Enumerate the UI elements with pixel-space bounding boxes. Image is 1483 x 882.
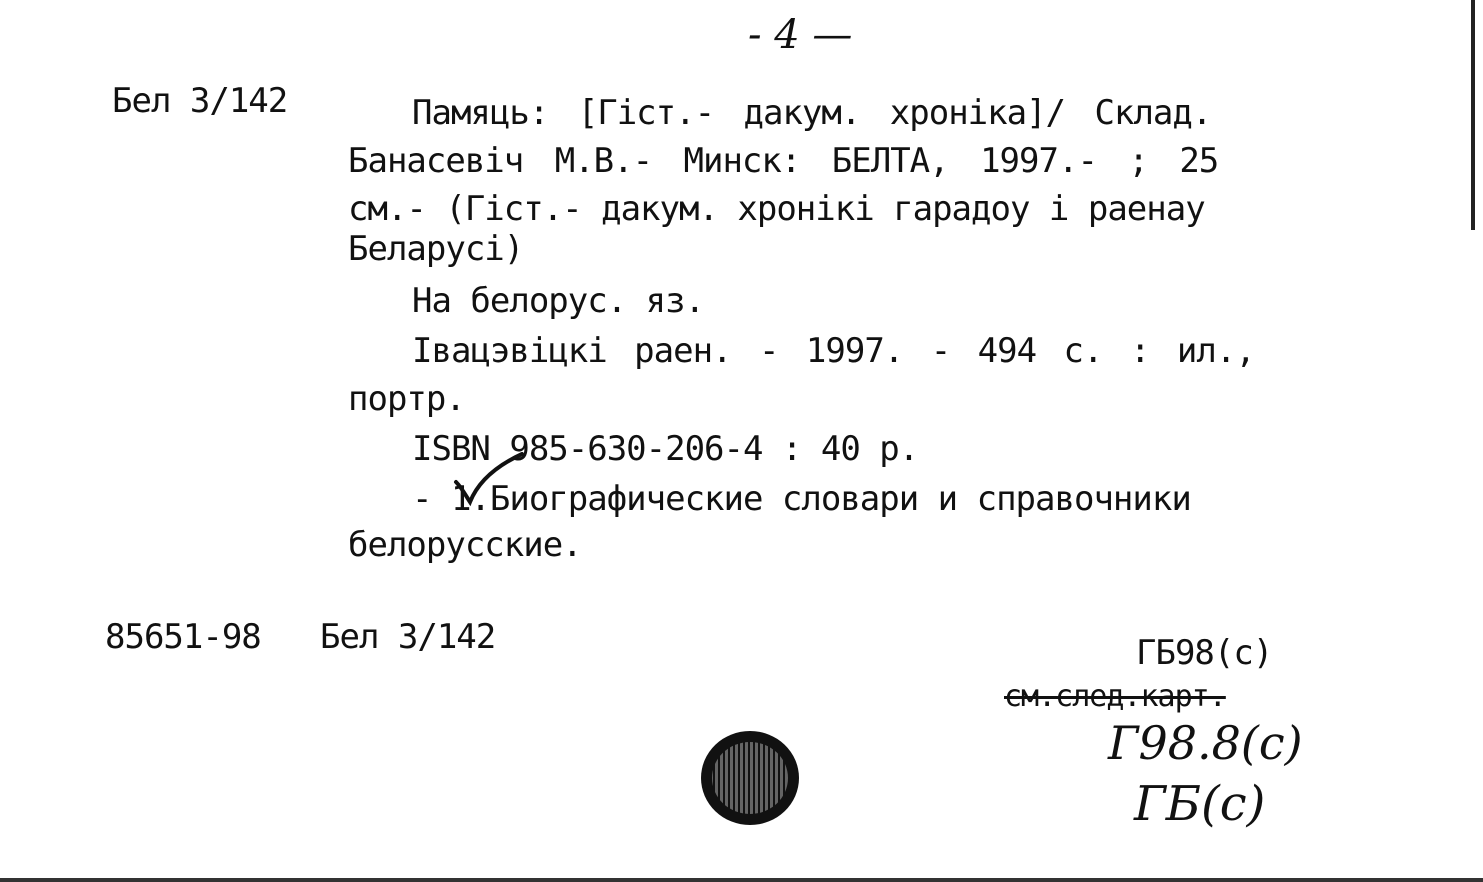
page-number: - 4 — bbox=[748, 12, 853, 58]
card-right-edge bbox=[1471, 0, 1475, 230]
language-note: На белорус. яз. bbox=[412, 281, 705, 321]
handwritten-code-1: Г98.8(с) bbox=[1108, 716, 1303, 770]
subject-line-1: - 1.Биографические словари и справочники bbox=[412, 479, 1191, 519]
isbn-line: ISBN 985-630-206-4 : 40 р. bbox=[412, 429, 919, 469]
volume-line-2: портр. bbox=[348, 379, 465, 419]
title-line-4: Беларусі) bbox=[348, 229, 524, 269]
title-line-2: Банасевіч М.В.- Минск: БЕЛТА, 1997.- ; 25 bbox=[348, 141, 1219, 181]
ink-stamp-icon bbox=[700, 728, 800, 828]
inventory-number: 85651-98 bbox=[105, 617, 261, 657]
handwritten-code-2: ГБ(с) bbox=[1134, 776, 1266, 832]
title-line-1: Памяць: [Гіст.- дакум. хроніка]/ Склад. bbox=[412, 93, 1212, 133]
card-bottom-edge bbox=[0, 878, 1483, 882]
title-line-3: см.- (Гіст.- дакум. хронікі гарадоу і раенау bbox=[348, 189, 1205, 229]
classification-code: ГБ98(с) bbox=[1136, 633, 1273, 673]
shelf-mark: Бел 3/142 bbox=[112, 81, 288, 121]
shelf-mark-bottom: Бел 3/142 bbox=[320, 617, 496, 657]
struck-note: см.след.карт. bbox=[1004, 679, 1226, 714]
checkmark-icon bbox=[448, 452, 528, 508]
subject-line-2: белорусские. bbox=[348, 525, 582, 565]
volume-line-1: Івацэвіцкі раен. - 1997. - 494 с. : ил., bbox=[412, 331, 1255, 371]
